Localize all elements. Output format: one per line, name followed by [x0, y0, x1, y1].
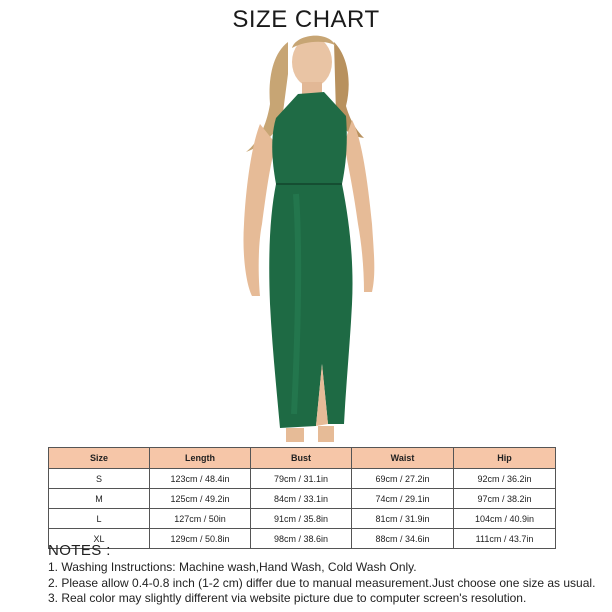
- cell-size: M: [49, 489, 150, 509]
- header-size: Size: [49, 448, 150, 469]
- cell-bust: 91cm / 35.8in: [251, 509, 352, 529]
- size-chart-table: [48, 447, 556, 549]
- cell-hip: 111cm / 43.7in: [454, 529, 556, 549]
- cell-size: XL: [49, 529, 150, 549]
- header-length: Length: [150, 448, 251, 469]
- cell-size: L: [49, 509, 150, 529]
- cell-hip: 97cm / 38.2in: [454, 489, 556, 509]
- cell-bust: 84cm / 33.1in: [251, 489, 352, 509]
- table-row: [49, 469, 556, 489]
- cell-length: 129cm / 50.8in: [150, 529, 251, 549]
- header-hip: Hip: [454, 448, 556, 469]
- cell-waist: 88cm / 34.6in: [352, 529, 454, 549]
- note-item: 1. Washing Instructions: Machine wash,Hand Wash, Cold Wash Only.: [48, 560, 417, 575]
- table-row: [49, 509, 556, 529]
- table-row: [49, 489, 556, 509]
- model-photo: [196, 34, 416, 442]
- header-waist: Waist: [352, 448, 454, 469]
- cell-waist: 69cm / 27.2in: [352, 469, 454, 489]
- cell-length: 125cm / 49.2in: [150, 489, 251, 509]
- table-header-row: [49, 448, 556, 469]
- notes-section: [48, 543, 608, 607]
- header-bust: Bust: [251, 448, 352, 469]
- cell-hip: 92cm / 36.2in: [454, 469, 556, 489]
- page-title: SIZE CHART: [232, 6, 380, 33]
- cell-size: S: [49, 469, 150, 489]
- cell-waist: 74cm / 29.1in: [352, 489, 454, 509]
- cell-hip: 104cm / 40.9in: [454, 509, 556, 529]
- cell-waist: 81cm / 31.9in: [352, 509, 454, 529]
- cell-bust: 79cm / 31.1in: [251, 469, 352, 489]
- note-item: 2. Please allow 0.4-0.8 inch (1-2 cm) differ due to manual measurement.Just choose one size as usual.: [48, 575, 596, 590]
- model-dress-illustration: [196, 34, 416, 442]
- note-item: 3. Real color may slightly different via website picture due to computer screen's resolution.: [48, 591, 527, 606]
- cell-bust: 98cm / 38.6in: [251, 529, 352, 549]
- cell-length: 127cm / 50in: [150, 509, 251, 529]
- notes-title: NOTES :: [48, 542, 111, 559]
- cell-length: 123cm / 48.4in: [150, 469, 251, 489]
